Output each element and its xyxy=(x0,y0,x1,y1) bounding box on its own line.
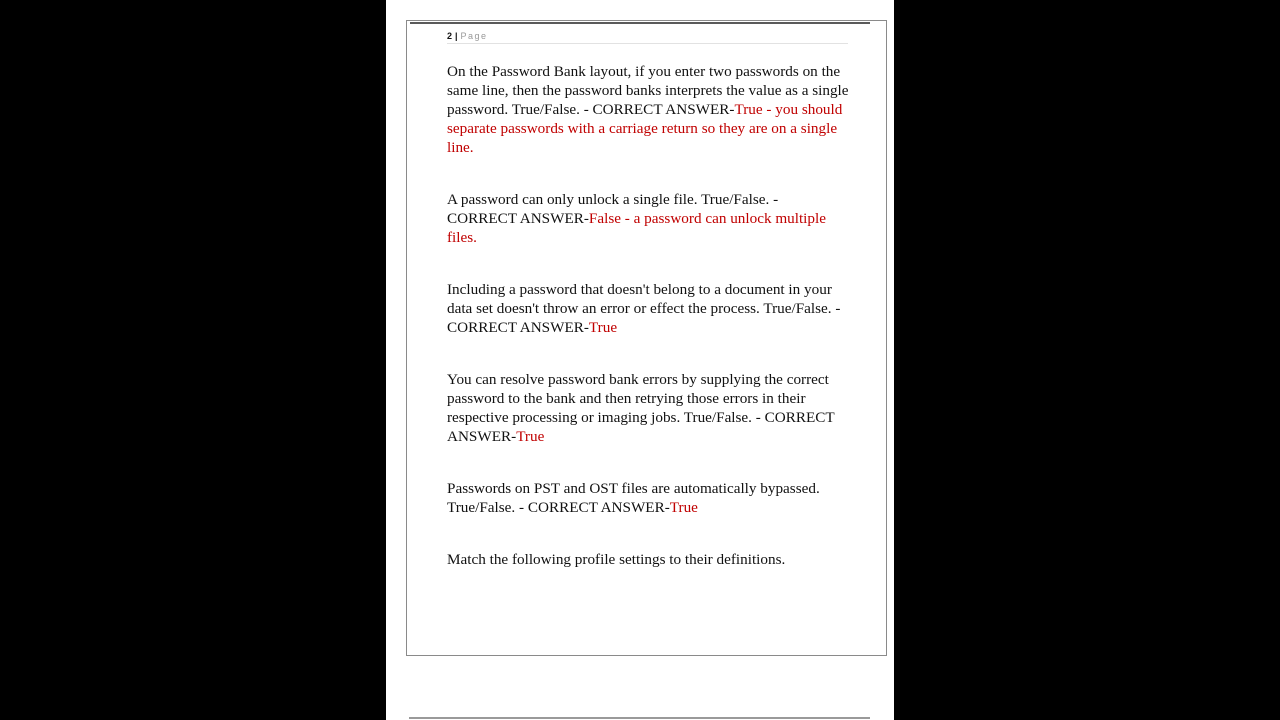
qa-item xyxy=(447,479,851,517)
qa-item xyxy=(447,190,851,247)
answer-text: True xyxy=(588,319,618,336)
page-separator: | xyxy=(455,31,458,41)
question-text: Passwords on PST and OST files are automatically bypassed. True/False. - CORRECT ANSWER- xyxy=(447,480,820,516)
answer-text: False - a password can unlock multiple files. xyxy=(447,210,826,246)
qa-item xyxy=(447,280,851,337)
document-content xyxy=(447,62,851,602)
answer-text: True xyxy=(669,499,698,516)
next-page-header-rule xyxy=(409,717,870,719)
answer-text: True - you should separate passwords with a carriage return so they are on a single line. xyxy=(447,101,843,156)
document-page xyxy=(386,0,894,720)
header-rule xyxy=(410,22,870,24)
page-label: Page xyxy=(460,31,488,41)
question-text: On the Password Bank layout, if you enter two passwords on the same line, then the password banks interprets the value as a single password. True/False. - CORRECT ANSWER- xyxy=(447,63,849,118)
page-number-header xyxy=(447,31,488,41)
question-text: Including a password that doesn't belong to a document in your data set doesn't throw an error or effect the process. True/False. - CORRECT ANSWER- xyxy=(447,281,841,336)
header-underline xyxy=(447,43,848,44)
trailing-paragraph: Match the following profile settings to their definitions. xyxy=(447,551,786,568)
qa-item xyxy=(447,370,851,446)
qa-item xyxy=(447,62,851,157)
question-text: You can resolve password bank errors by supplying the correct password to the bank and then retrying those errors in their respective processing or imaging jobs. True/False. - CORRECT ANSWER- xyxy=(447,371,835,445)
question-text: A password can only unlock a single file. True/False. - CORRECT ANSWER- xyxy=(447,191,779,227)
answer-text: True xyxy=(516,428,545,445)
page-number: 2 xyxy=(447,31,453,41)
